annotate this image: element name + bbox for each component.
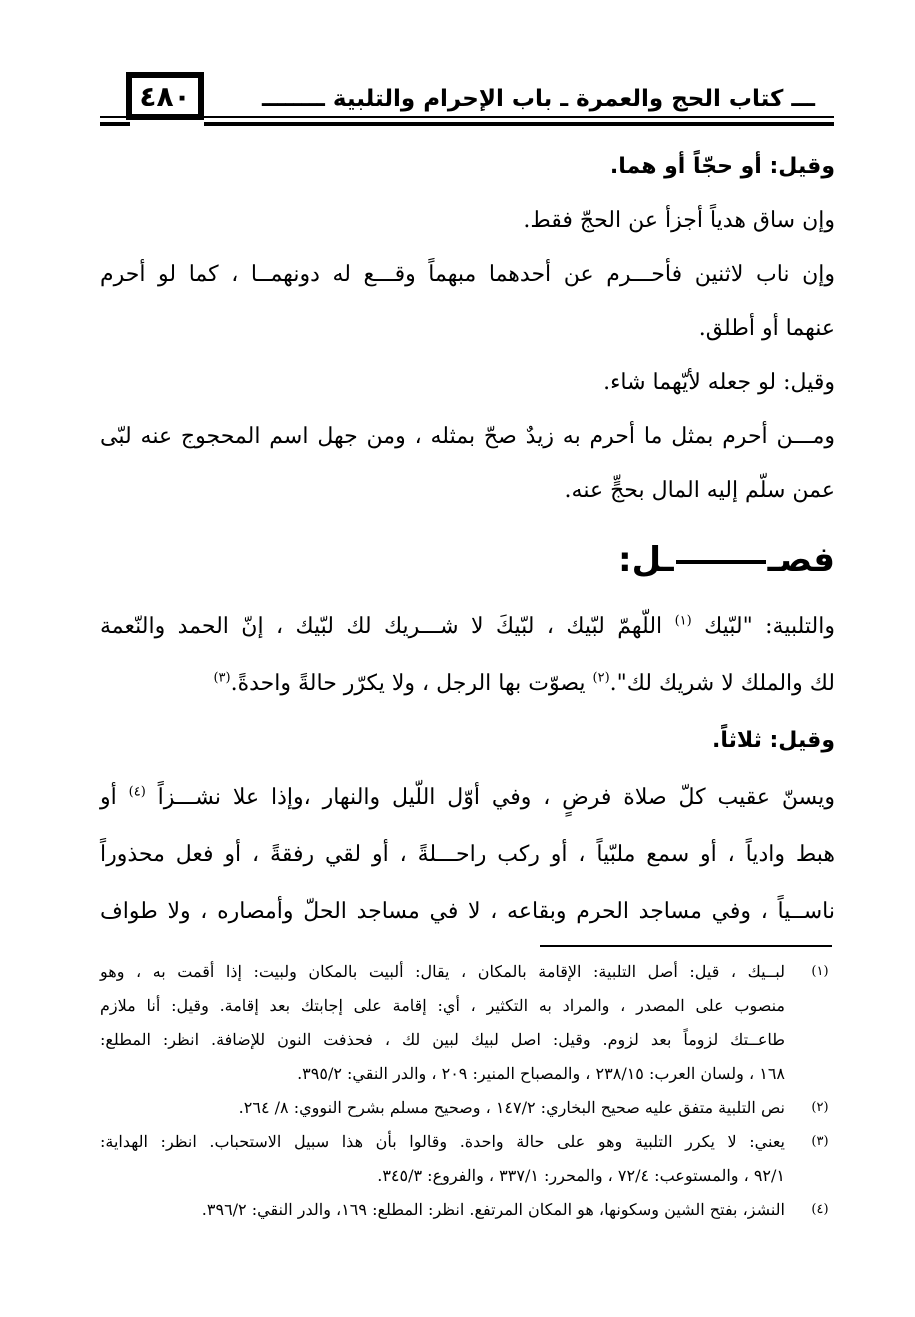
paragraph: وقيل: أو حجّاً أو هما.	[609, 154, 835, 179]
footnote-ref[interactable]: (٢)	[592, 670, 610, 686]
footnote-line: ٩٢/١ ، والمستوعب: ٧٢/٤ ، والمحرر: ٣٣٧/١ ، والفروع: ٣٤٥/٣.	[377, 1166, 785, 1185]
text-run: اللّهمّ لبّيك ، لبّيكَ لا شـــريك لك لبّيك ، إنّ الحمد والنّعمة	[100, 614, 663, 639]
paragraph-line: وقيل: ثلاثاً.	[712, 728, 835, 753]
text-run: والتلبية: "لبّيك	[704, 614, 835, 639]
header-rule	[204, 116, 834, 118]
footnote-ref[interactable]: (١)	[674, 613, 692, 629]
paragraph-line: عنهما أو أطلق.	[698, 316, 835, 341]
paragraph-line: ومـــن أحرم بمثل ما أحرم به زيدٌ صحّ بمثله ، ومن جهل اسم المحجوج عنه لبّى	[100, 424, 835, 449]
footnote	[100, 1193, 835, 1227]
page-number: ٤٨٠	[126, 72, 204, 120]
text-run: أو	[100, 785, 117, 810]
paragraph: وقيل: لو جعله لأيّهما شاء.	[603, 370, 835, 395]
talbiya-text	[100, 598, 835, 940]
footnote-line: ١٦٨ ، ولسان العرب: ٢٣٨/١٥ ، والمصباح المنير: ٢٠٩ ، والدر النقي: ٣٩٥/٢.	[297, 1064, 785, 1083]
paragraph: وإن ساق هدياً أجزأ عن الحجّ فقط.	[523, 208, 835, 233]
heading-kashida	[676, 560, 766, 564]
footnote	[100, 1125, 835, 1193]
text-run: ويسنّ عقيب كلّ صلاة فرضٍ ، وفي أوّل اللّيل والنهار ،وإذا علا نشـــزاً	[157, 785, 835, 810]
header-rule	[100, 122, 130, 126]
paragraph-line	[100, 598, 835, 655]
paragraph-line	[100, 655, 835, 712]
footnote	[100, 1091, 835, 1125]
footnote-line: النشز، بفتح الشين وسكونها، هو المكان المرتفع. انظر: المطلع: ١٦٩، والدر النقي: ٣٩٦/٢.	[201, 1200, 785, 1219]
footnote-number: (٣)	[811, 1134, 829, 1149]
section-heading-end: ـل:	[618, 540, 674, 580]
footnotes	[100, 955, 835, 1227]
page-header	[0, 0, 915, 140]
footnote	[100, 955, 835, 1091]
text-run: لك والملك لا شريك لك".	[609, 671, 835, 696]
footnote-number: (١)	[811, 964, 829, 979]
footnote-number: (٢)	[811, 1100, 829, 1115]
section-heading-start: فصـ	[767, 540, 835, 580]
paragraph-line: ناســياً ، وفي مساجد الحرم وبقاعه ، لا في مساجد الحلّ وأمصاره ، ولا طواف	[100, 899, 835, 924]
text-run: يصوّت بها الرجل ، ولا يكرّر حالةً واحدةً.	[230, 671, 586, 696]
footnote-line: نص التلبية متفق عليه صحيح البخاري: ١٤٧/٢ ، وصحيح مسلم بشرح النووي: ٨/ ٢٦٤.	[238, 1098, 785, 1117]
paragraph-line: وإن ناب لاثنين فأحـــرم عن أحدهما مبهماً وقـــع له دونهمــا ، كما لو أحرم	[100, 262, 835, 287]
footnote-separator	[540, 945, 832, 947]
main-text	[100, 140, 835, 518]
footnote-ref[interactable]: (٤)	[128, 784, 146, 800]
running-title: ـــ كتاب الحج والعمرة ـ باب الإحرام والتلبية ــــــــ	[258, 86, 819, 112]
paragraph-line: هبط وادياً ، أو سمع ملبّياً ، أو ركب راحـــلةً ، أو لقي رفقةً ، أو فعل محذوراً	[100, 842, 835, 867]
footnote-line: يعني: لا يكرر التلبية وهو على حالة واحدة. وقالوا بأن هذا سبيل الاستحباب. انظر: الهداية:	[100, 1132, 785, 1151]
paragraph-line	[100, 769, 835, 826]
paragraph-line: عمن سلّم إليه المال بحجٍّ عنه.	[564, 478, 835, 503]
footnote-number: (٤)	[811, 1202, 829, 1217]
section-heading	[618, 540, 835, 580]
footnote-line: طاعــتك لزوماً بعد لزوم. وقيل: اصل لبيك لبين لك ، فحذفت النون للإضافة. انظر: المطلع:	[100, 1030, 785, 1049]
footnote-ref[interactable]: (٣)	[213, 670, 231, 686]
footnote-line: منصوب على المصدر ، والمراد به التكثير ، أي: إقامة على إجابتك بعد إقامة. وقيل: أنا ملازم	[100, 996, 785, 1015]
footnote-line: لبــيك ، قيل: أصل التلبية: الإقامة بالمكان ، يقال: ألبيت بالمكان ولبيت: إذا أقمت به ، وهو	[100, 962, 785, 981]
header-rule	[204, 122, 834, 126]
